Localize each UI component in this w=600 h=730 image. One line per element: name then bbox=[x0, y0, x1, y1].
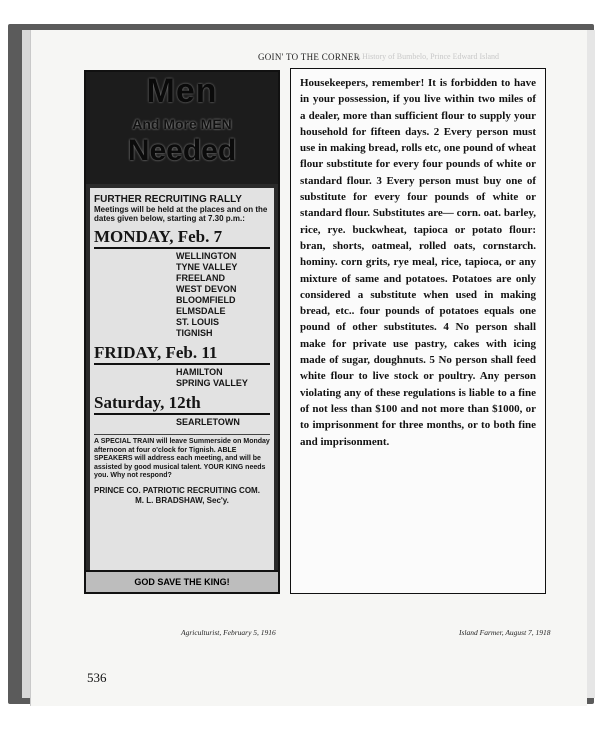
place-item: SEARLETOWN bbox=[176, 417, 240, 427]
running-head: GOIN' TO THE CORNER bbox=[257, 52, 361, 62]
ad-body bbox=[90, 188, 274, 588]
place-item: TYNE VALLEY bbox=[176, 262, 238, 272]
monday-places bbox=[176, 251, 274, 339]
place-item: WELLINGTON bbox=[176, 251, 237, 261]
rally-text: Meetings will be held at the places and on the dates given below, starting at 7.30 p.m.: bbox=[94, 205, 268, 223]
place-item: ELMSDALE bbox=[176, 306, 226, 316]
place-item: SPRING VALLEY bbox=[176, 378, 248, 388]
ad-headline-needed: Needed bbox=[127, 134, 237, 167]
ad-headline-men: Men bbox=[146, 72, 218, 110]
day-monday: MONDAY, Feb. 7 bbox=[94, 227, 270, 249]
place-item: HAMILTON bbox=[176, 367, 223, 377]
ad-headline-block bbox=[86, 72, 278, 184]
rally-title: FURTHER RECRUITING RALLY bbox=[94, 194, 242, 205]
ad-caption: Agriculturist, February 5, 1916 bbox=[181, 628, 276, 637]
place-item: ST. LOUIS bbox=[176, 317, 220, 327]
recruiting-advertisement bbox=[84, 70, 280, 594]
ad-headline-more-men: And More MEN bbox=[132, 116, 232, 132]
god-save-the-king: GOD SAVE THE KING! bbox=[86, 570, 278, 592]
page-number: 536 bbox=[87, 670, 107, 685]
day-saturday: Saturday, 12th bbox=[94, 393, 270, 415]
place-item: WEST DEVON bbox=[176, 284, 237, 294]
friday-places bbox=[176, 367, 274, 389]
day-friday: FRIDAY, Feb. 11 bbox=[94, 343, 270, 365]
special-train-notice: A SPECIAL TRAIN will leave Summerside on Monday afternoon at four o'clock for Tignish. ABLE SPEAKERS will address each meeting, and will be assisted by good musical talent. YOUR KING needs you. Why not respond? bbox=[94, 434, 270, 481]
org-secretary: M. L. BRADSHAW, Sec'y. bbox=[135, 495, 229, 505]
notice-caption: Island Farmer, August 7, 1918 bbox=[459, 628, 551, 637]
place-item: BLOOMFIELD bbox=[176, 295, 236, 305]
notice-text: Housekeepers, remember! It is forbidden to have in your possession, if you live within two miles of a dealer, more than sufficient flour to supply your household for fifteen days. 2 Every person must use in making bread, rolls etc, one pound of wheat flour substitute for every four pounds of white or standard flour. 3 Every person must buy one of substitute for every four pounds of white or standard flour. Substitutes are— corn. oat. barley, rice, rye. buckwheat, tapioca or potato flour: bran, shorts, oatmeal, rolled oats, cornstarch. hominy. corn grits, rye meal, rice, tapioca, or any mixture of same and potatoes. Potatoes are only considered a substitute when used in making bread, etc.. four pounds of potatoes equals one pound of other substitutes. 4 No person shall make for private use pastry, cakes with icing made of sugar, doughnuts. 5 No person shall feed white flour to live stock or poultry. Any person violating any of these regulations is liable to a fine of not less than $100 and not more than $1000, or to imprisonment for three months, or to both fine and imprisonment. bbox=[300, 77, 536, 448]
page-edges-right bbox=[586, 30, 595, 698]
flour-regulations-notice bbox=[290, 68, 546, 594]
place-item: TIGNISH bbox=[176, 328, 213, 338]
org-name: PRINCE CO. PATRIOTIC RECRUITING COM. bbox=[94, 485, 260, 495]
bleed-through-text: A History of Bumbelo, Prince Edward Island bbox=[354, 52, 499, 61]
saturday-places bbox=[176, 417, 274, 428]
place-item: FREELAND bbox=[176, 273, 225, 283]
